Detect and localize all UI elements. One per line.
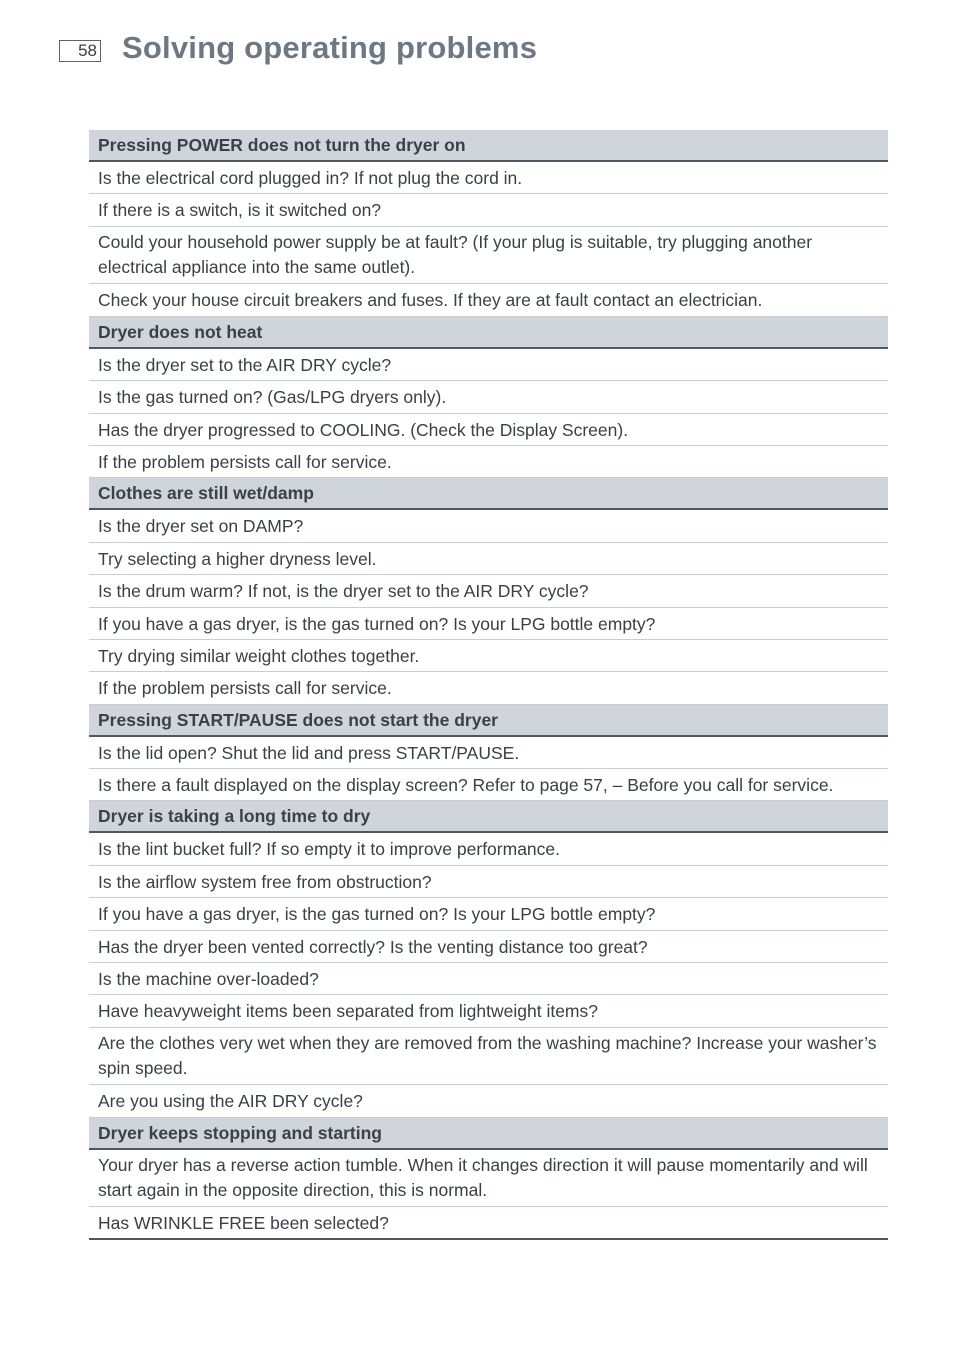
table-row: Your dryer has a reverse action tumble. When it changes direction it will pause momentarily and will start again in the opposite direction, this is normal. <box>89 1150 888 1208</box>
section-wet-damp <box>89 478 888 704</box>
table-row: Is the dryer set to the AIR DRY cycle? <box>89 349 888 381</box>
page-number: 58 <box>59 40 101 62</box>
table-row: Is the airflow system free from obstruction? <box>89 866 888 898</box>
section-header: Dryer is taking a long time to dry <box>89 801 888 833</box>
table-row: Is the drum warm? If not, is the dryer set to the AIR DRY cycle? <box>89 575 888 607</box>
table-row: Try selecting a higher dryness level. <box>89 543 888 575</box>
table-row: Is the dryer set on DAMP? <box>89 510 888 542</box>
section-header: Pressing POWER does not turn the dryer on <box>89 130 888 162</box>
table-row: Is there a fault displayed on the display screen? Refer to page 57, – Before you call for service. <box>89 769 888 801</box>
section-no-heat <box>89 317 888 479</box>
table-row: Has WRINKLE FREE been selected? <box>89 1207 888 1239</box>
table-row: Is the lid open? Shut the lid and press START/PAUSE. <box>89 737 888 769</box>
table-row: If the problem persists call for service. <box>89 446 888 478</box>
table-row: If you have a gas dryer, is the gas turned on? Is your LPG bottle empty? <box>89 898 888 930</box>
section-stop-start <box>89 1118 888 1240</box>
table-row: Is the electrical cord plugged in? If not plug the cord in. <box>89 162 888 194</box>
table-row: Check your house circuit breakers and fuses. If they are at fault contact an electrician. <box>89 284 888 316</box>
table-row: Are you using the AIR DRY cycle? <box>89 1085 888 1117</box>
table-row: If the problem persists call for service. <box>89 672 888 704</box>
table-row: Have heavyweight items been separated from lightweight items? <box>89 995 888 1027</box>
table-row: If you have a gas dryer, is the gas turned on? Is your LPG bottle empty? <box>89 608 888 640</box>
section-start-pause <box>89 705 888 802</box>
section-header: Clothes are still wet/damp <box>89 478 888 510</box>
table-row: Has the dryer progressed to COOLING. (Check the Display Screen). <box>89 414 888 446</box>
table-row: If there is a switch, is it switched on? <box>89 194 888 226</box>
section-header: Dryer keeps stopping and starting <box>89 1118 888 1150</box>
section-header: Pressing START/PAUSE does not start the dryer <box>89 705 888 737</box>
section-power <box>89 130 888 317</box>
page-title: Solving operating problems <box>122 30 538 65</box>
table-row: Try drying similar weight clothes together. <box>89 640 888 672</box>
table-row: Could your household power supply be at fault? (If your plug is suitable, try plugging another electrical appliance into the same outlet). <box>89 227 888 285</box>
table-row: Is the machine over-loaded? <box>89 963 888 995</box>
troubleshooting-table <box>89 130 888 1240</box>
section-long-time <box>89 801 888 1117</box>
table-row: Has the dryer been vented correctly? Is the venting distance too great? <box>89 931 888 963</box>
table-row: Is the lint bucket full? If so empty it to improve performance. <box>89 833 888 865</box>
table-row: Is the gas turned on? (Gas/LPG dryers only). <box>89 381 888 413</box>
section-header: Dryer does not heat <box>89 317 888 349</box>
table-row: Are the clothes very wet when they are removed from the washing machine? Increase your washer’s spin speed. <box>89 1028 888 1086</box>
